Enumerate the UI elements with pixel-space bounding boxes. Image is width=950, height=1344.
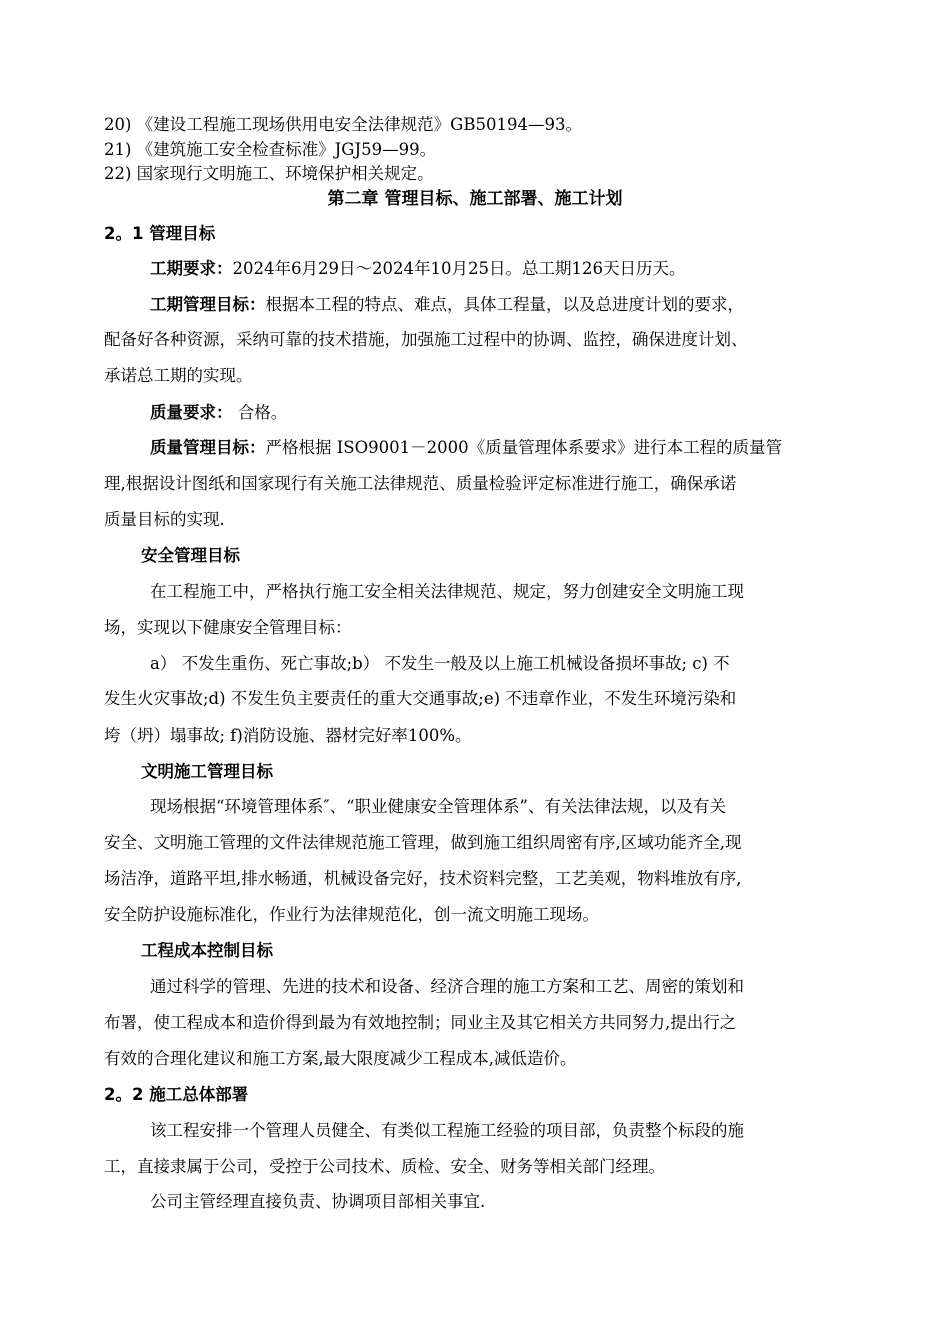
chapter-title: 第二章 管理目标、施工部署、施工计划	[327, 189, 623, 209]
quality-text: 合格。	[232, 403, 288, 422]
cost-line-3: 有效的合理化建议和施工方案,最大限度减少工程成本,减低造价。	[104, 1049, 577, 1068]
quality-label: 质量要求：	[150, 403, 233, 422]
cost-line-1: 通过科学的管理、先进的技术和设备、经济合理的施工方案和工艺、周密的策划和	[150, 977, 744, 996]
cost-heading: 工程成本控制目标	[141, 941, 273, 960]
safety-line-1: 在工程施工中，严格执行施工安全相关法律规范、规定，努力创建安全文明施工现	[150, 582, 744, 601]
quality-requirement	[150, 402, 910, 424]
quality-goal-label: 质量管理目标：	[150, 438, 266, 457]
schedule-text: 2024年6月29日～2024年10月25日。总工期126天日历天。	[232, 259, 686, 278]
schedule-requirement	[150, 258, 910, 280]
schedule-goal-line-1	[150, 294, 910, 316]
civil-heading: 文明施工管理目标	[141, 762, 273, 781]
schedule-label: 工期要求：	[150, 259, 233, 278]
quality-goal-line-3: 质量目标的实现.	[104, 510, 225, 529]
civil-line-2: 安全、文明施工管理的文件法律规范施工管理，做到施工组织周密有序,区域功能齐全,现	[104, 833, 742, 852]
quality-goal-line-2: 理,根据设计图纸和国家现行有关施工法律规范、质量检验评定标准进行施工，确保承诺	[104, 474, 737, 493]
civil-line-1: 现场根据“环境管理体系″、“职业健康安全管理体系”、有关法律法规，以及有关	[150, 797, 726, 816]
reference-item-21: 21) 《建筑施工安全检查标准》JGJ59—99。	[104, 140, 437, 159]
deploy-line-1: 该工程安排一个管理人员健全、有类似工程施工经验的项目部，负责整个标段的施	[150, 1121, 744, 1140]
reference-item-20: 20) 《建设工程施工现场供用电安全法律规范》GB50194—93。	[104, 115, 582, 134]
deploy-line-3: 公司主管经理直接负责、协调项目部相关事宜.	[150, 1192, 486, 1211]
safety-line-4: 发生火灾事故;d) 不发生负主要责任的重大交通事故;e) 不违章作业，不发生环境污染和	[104, 689, 737, 708]
reference-item-22: 22) 国家现行文明施工、环境保护相关规定。	[104, 164, 434, 183]
quality-goal-line-1	[150, 437, 910, 459]
cost-line-2: 布署，使工程成本和造价得到最为有效地控制；同业主及其它相关方共同努力,提出行之	[104, 1013, 737, 1032]
safety-line-5: 垮（坍）塌事故; f)消防设施、器材完好率100%。	[104, 726, 472, 745]
schedule-goal-line-3: 承诺总工期的实现。	[104, 366, 253, 385]
civil-line-3: 场洁净，道路平坦,排水畅通，机械设备完好，技术资料完整，工艺美观，物料堆放有序,	[104, 869, 742, 888]
safety-heading: 安全管理目标	[141, 546, 240, 565]
section-heading-2-1: 2。1 管理目标	[104, 224, 216, 243]
schedule-goal-label: 工期管理目标：	[150, 295, 266, 314]
civil-line-4: 安全防护设施标准化，作业行为法律规范化，创一流文明施工现场。	[104, 905, 599, 924]
quality-goal-text: 严格根据 ISO9001－2000《质量管理体系要求》进行本工程的质量管	[265, 438, 783, 457]
safety-line-3: a） 不发生重伤、死亡事故;b） 不发生一般及以上施工机械设备损坏事故; c) 不	[150, 654, 730, 673]
schedule-goal-line-2: 配备好各种资源，采纳可靠的技术措施，加强施工过程中的协调、监控，确保进度计划、	[104, 330, 748, 349]
safety-line-2: 场，实现以下健康安全管理目标：	[104, 618, 352, 637]
section-heading-2-2: 2。2 施工总体部署	[104, 1085, 249, 1104]
schedule-goal-text: 根据本工程的特点、难点，具体工程量，以及总进度计划的要求，	[265, 295, 744, 314]
deploy-line-2: 工，直接隶属于公司，受控于公司技术、质检、安全、财务等相关部门经理。	[104, 1157, 665, 1176]
